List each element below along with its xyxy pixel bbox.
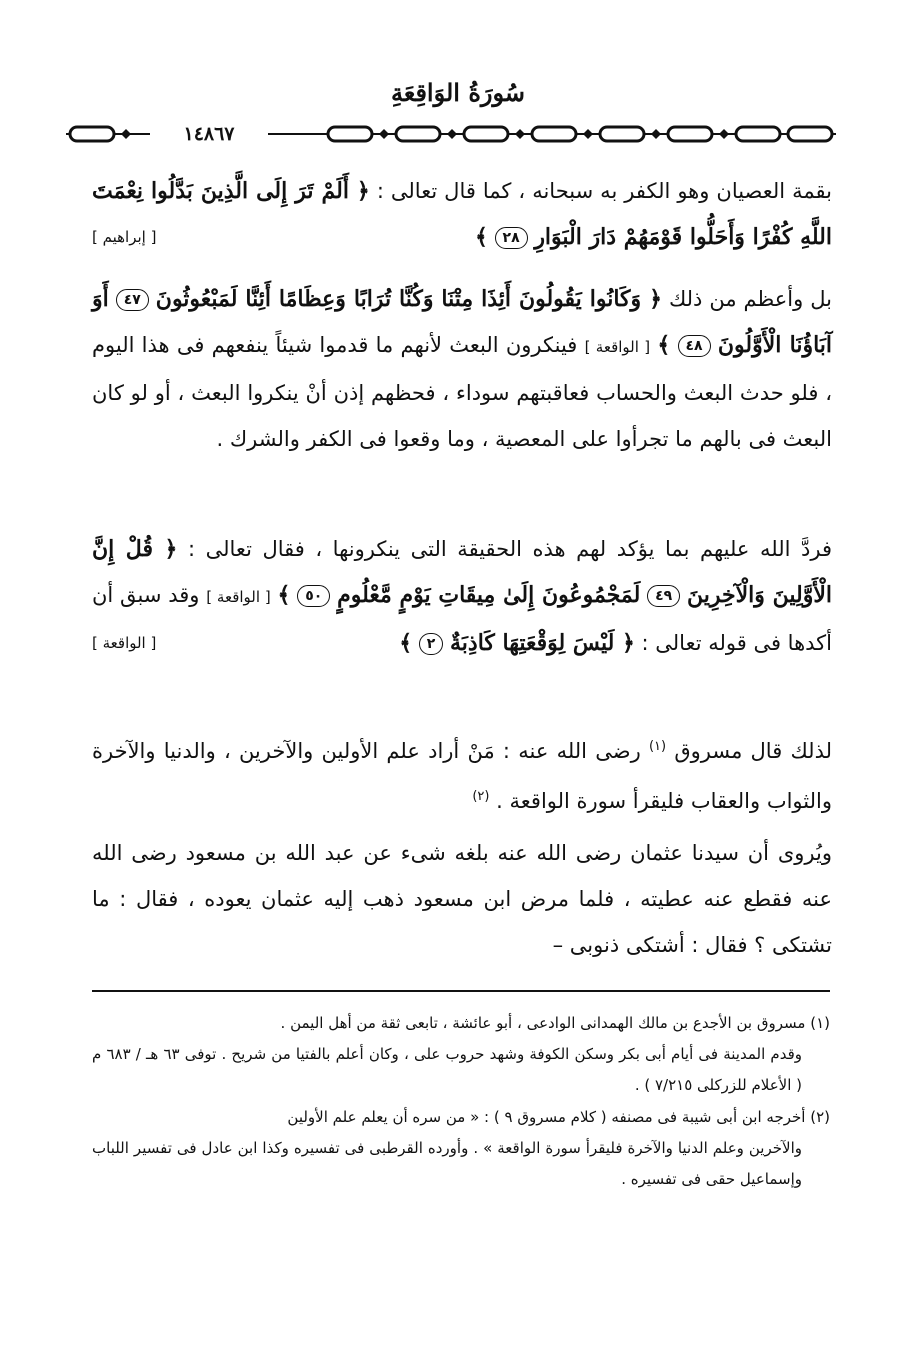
ornament-link (396, 127, 440, 141)
header-ornament-band (66, 116, 836, 152)
footnote-separator (92, 990, 830, 992)
ayah-number: ٤٧ (116, 289, 149, 311)
quran-verse-50: لَمَجْمُوعُونَ إِلَىٰ مِيقَاتِ يَوْمٍ مَّعْلُومٍ (337, 582, 641, 608)
p2-intro: بل وأعظم من ذلك (668, 287, 832, 311)
ornament-link (600, 127, 644, 141)
ornament-link (328, 127, 372, 141)
paragraph-1 (92, 168, 832, 260)
quran-close-bracket: ﴾ (399, 630, 413, 656)
footnote-text-continued: وقدم المدينة فى أيام أبى بكر وسكن الكوفة وشهد حروب على ، وكان أعلم بالفتيا من شريح . توفى ٦٣ هـ / ٦٨٣ م ( الأعلام للزركلى ٧/٢١٥ ) . (92, 1045, 803, 1094)
surah-reference: [ الواقعة ] (584, 338, 651, 356)
ayah-number: ٥٠ (297, 585, 330, 607)
page-number: ١٤٨٦٧ (150, 116, 268, 152)
ornament-diamond (121, 129, 131, 139)
ornament-diamond (583, 129, 593, 139)
quran-close-bracket: ﴾ (277, 582, 291, 608)
quran-verse-49: ﴿ قُلْ إِنَّ الْأَوَّلِينَ وَالْآخِرِينَ (92, 536, 832, 608)
ornament-link (464, 127, 508, 141)
surah-title: سُورَةُ الوَاقِعَةِ (391, 78, 525, 107)
ornament-link (70, 127, 114, 141)
ornament-diamond (379, 129, 389, 139)
ayah-number: ٢ (419, 633, 444, 655)
paragraph-4 (92, 724, 832, 824)
paragraph-5 (92, 830, 832, 968)
p3-middle: وقد سبق أن أكدها فى قوله تعالى : (92, 583, 832, 655)
footnote-text: أخرجه ابن أبى شيبة فى مصنفه ( كلام مسروق ٩ ) : « من سره أن يعلم علم الأولين (287, 1108, 806, 1126)
footnote-marker-2: (٢) (472, 789, 490, 804)
footnote-2 (92, 1102, 830, 1195)
quran-verse-47: ﴿ وَكَانُوا يَقُولُونَ أَئِذَا مِتْنَا وَكُنَّا تُرَابًا وَعِظَامًا أَئِنَّا لَمَبْعُوثُونَ (155, 286, 662, 312)
ornament-diamond (719, 129, 729, 139)
ornament-link (668, 127, 712, 141)
footnote-marker-1: (١) (648, 739, 667, 754)
footnote-number: (١) (810, 1014, 830, 1032)
quran-verse-ibrahim: ﴿ أَلَمْ تَرَ إِلَى الَّذِينَ بَدَّلُوا نِعْمَتَ اللَّهِ كُفْرًا وَأَحَلُّوا قَوْمَهُمْ دَارَ الْبَوَارِ (92, 178, 832, 250)
surah-reference: [ الواقعة ] (206, 588, 271, 606)
footnotes (92, 1008, 830, 1196)
footnote-text-continued: والآخرين وعلم الدنيا والآخرة فليقرأ سورة الواقعة » . وأورده القرطبى فى تفسيره وكذا ابن عادل فى تفسير اللباب وإسماعيل حقى فى تفسيره . (92, 1139, 802, 1188)
p4-b: رضى الله عنه : مَنْ أراد علم الأولين والآخرين ، والدنيا والآخرة والثواب والعقاب فليقرأ سورة الواقعة . (92, 739, 832, 813)
surah-reference: [ إبراهيم ] (92, 228, 157, 246)
surah-reference: [ الواقعة ] (92, 634, 157, 652)
p4-a: لذلك قال مسروق (674, 739, 832, 763)
footnote-number: (٢) (810, 1108, 830, 1126)
ornament-diamond (447, 129, 457, 139)
p1-intro: بقمة العصيان وهو الكفر به سبحانه ، كما قال تعالى : (376, 179, 832, 203)
quran-close-bracket: ﴾ (657, 332, 671, 358)
paragraph-2 (92, 276, 832, 462)
ornament-link (532, 127, 576, 141)
ornament-link (788, 127, 832, 141)
paragraph-3 (92, 526, 832, 666)
footnote-1 (92, 1008, 830, 1101)
footnote-text: مسروق بن الأجدع بن مالك الهمدانى الوادعى ، أبو عائشة ، تابعى ثقة من أهل اليمن . (280, 1014, 806, 1032)
quran-close-bracket: ﴾ (474, 224, 488, 250)
p3-intro: فردَّ الله عليهم بما يؤكد لهم هذه الحقيقة التى ينكرونها ، فقال تعالى : (188, 537, 832, 561)
ornament-diamond (515, 129, 525, 139)
p2-rest: فينكرون البعث لأنهم ما قدموا شيئاً ينفعهم فى هذا اليوم ، فلو حدث البعث والحساب فعاقبتهم سوداء ، فحظهم إذن أنْ ينكروا البعث ، أو لو كان البعث فى بالهم ما تجرأوا على المعصية ، وما وقعوا فى الكفر والشرك . (92, 333, 832, 451)
ayah-number: ٤٩ (647, 585, 680, 607)
ornament-link (736, 127, 780, 141)
ayah-number: ٤٨ (678, 335, 711, 357)
p5-text: ويُروى أن سيدنا عثمان رضى الله عنه بلغه شىء عن عبد الله بن مسعود رضى الله عنه فقطع عنه عطيته ، فلما مرض ابن مسعود ذهب إليه عثمان يعوده ، فقال : ما تشتكى ؟ فقال : أشتكى ذنوبى – (92, 841, 832, 957)
quran-verse-48: أَوَ آبَاؤُنَا الْأَوَّلُونَ (92, 286, 833, 358)
ornament-diamond (651, 129, 661, 139)
ayah-number: ٢٨ (495, 227, 528, 249)
quran-verse-2: ﴿ لَيْسَ لِوَقْعَتِهَا كَاذِبَةٌ (450, 630, 635, 656)
